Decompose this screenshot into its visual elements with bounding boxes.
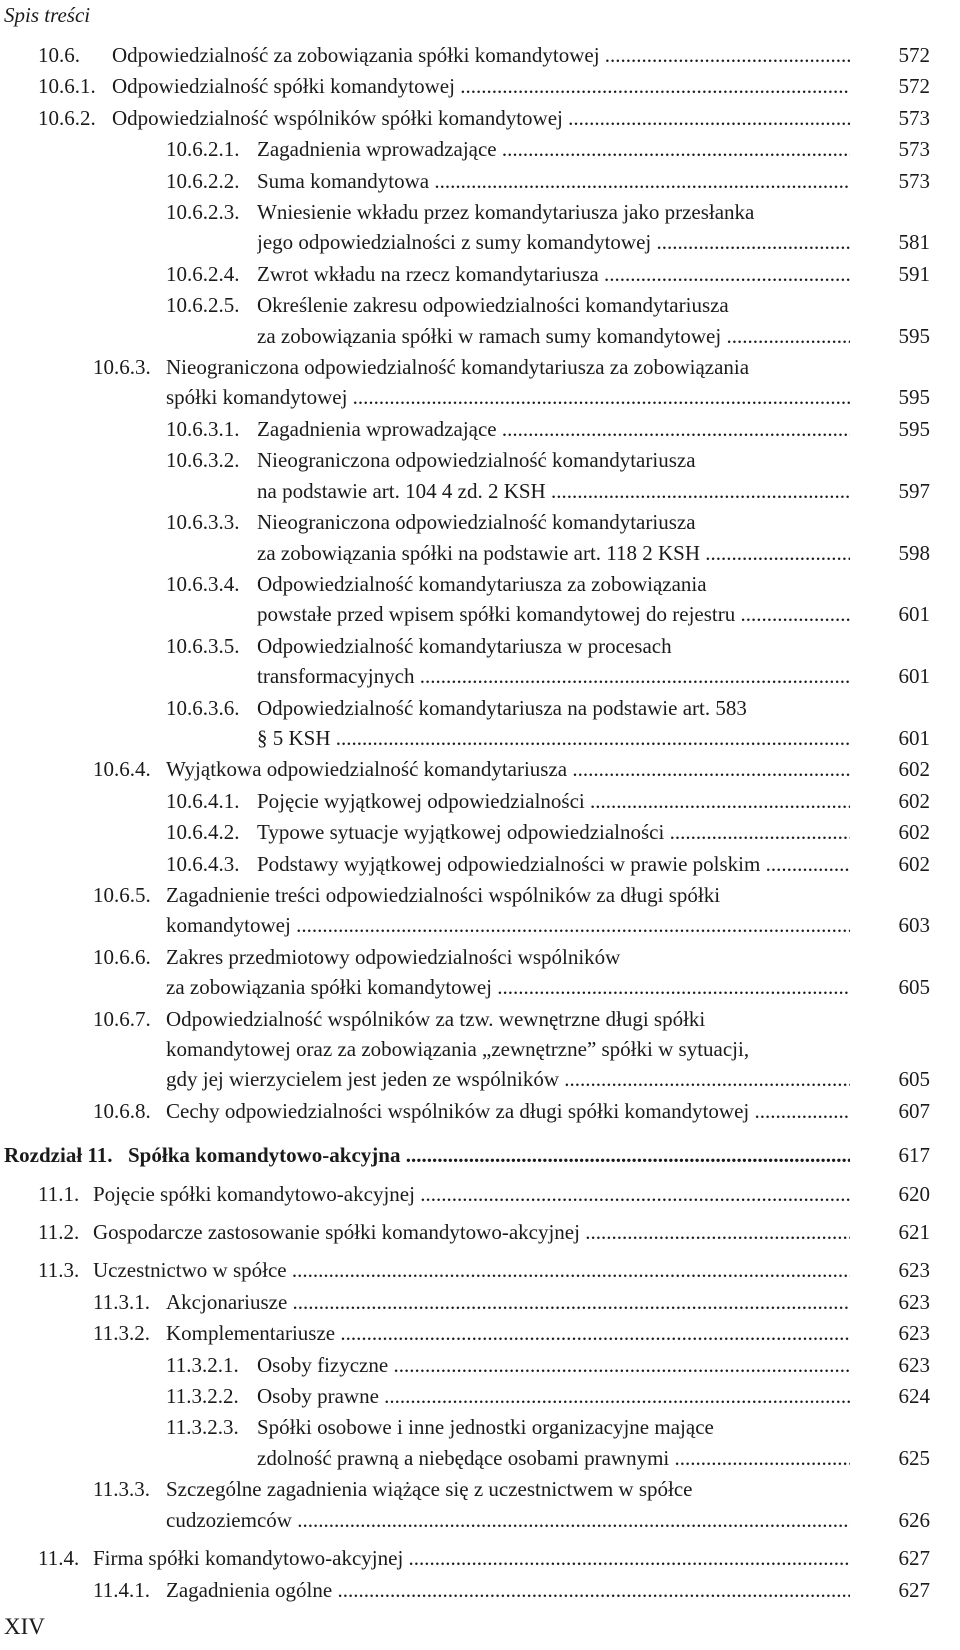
toc-leader-gap xyxy=(850,1096,872,1126)
toc-leader-gap xyxy=(850,1255,872,1285)
toc-entry-title xyxy=(166,352,850,413)
toc-entry[interactable] xyxy=(0,290,930,351)
toc-entry-number: 10.6. xyxy=(38,43,80,67)
toc-entry[interactable] xyxy=(0,1543,930,1573)
toc-entry-number: 11.3. xyxy=(38,1258,80,1283)
toc-entry-number: Rozdział 11. xyxy=(4,1143,113,1168)
toc-entry[interactable] xyxy=(0,631,930,692)
toc-entry-title xyxy=(257,849,850,879)
toc-entry-title-line: Spółka komandytowo-akcyjna ..... xyxy=(128,1140,850,1170)
toc-entry-number: 11.3.3. xyxy=(93,1477,150,1502)
toc-entry-title-line: § 5 KSH ..... xyxy=(257,723,850,753)
toc-entry-title xyxy=(257,414,850,444)
toc-page-number: 581 xyxy=(872,227,930,257)
toc-page-number: 595 xyxy=(872,382,930,412)
toc-page-number: 607 xyxy=(872,1096,930,1126)
toc-entry[interactable] xyxy=(0,197,930,258)
toc-leader-gap xyxy=(850,631,872,692)
toc-page-number: 602 xyxy=(872,849,930,879)
toc-leader-gap xyxy=(850,1381,872,1411)
toc-entry-number: 10.6.4. xyxy=(93,757,151,782)
toc-page-number: 601 xyxy=(872,661,930,691)
toc-leader-gap xyxy=(850,197,872,258)
toc-entry-title-line: Gospodarcze zastosowanie spółki komandytowo-akcyjnej ..... xyxy=(93,1217,850,1247)
toc-page-number: 603 xyxy=(872,910,930,940)
toc-entry-number: 10.6.8. xyxy=(93,1098,151,1123)
toc-entry-number: 10.6.3.5. xyxy=(166,633,240,658)
toc-leader-gap xyxy=(850,103,872,133)
toc-entry-title-line: Szczególne zagadnienia wiążące się z uczestnictwem w spółce xyxy=(166,1477,693,1502)
toc-entry-title-line: Odpowiedzialność komandytariusza na podstawie art. 583 xyxy=(257,695,747,720)
toc-entry-number: 11.4. xyxy=(38,1546,80,1571)
page-folio: XIV xyxy=(4,1614,45,1639)
toc-leader-gap xyxy=(850,1543,872,1573)
toc-leader-gap xyxy=(850,1179,872,1209)
toc-entry[interactable] xyxy=(0,134,930,164)
toc-page-number: 598 xyxy=(872,538,930,568)
toc-entry-title xyxy=(257,197,850,258)
toc-entry-title xyxy=(257,631,850,692)
toc-entry[interactable] xyxy=(0,1350,930,1380)
toc-entry[interactable] xyxy=(0,352,930,413)
toc-entry-title xyxy=(93,1217,850,1247)
toc-page-number: 591 xyxy=(872,259,930,289)
toc-entry-number: 11.2. xyxy=(38,1220,80,1245)
toc-entry-title-line: Odpowiedzialność wspólników za tzw. wewnętrzne długi spółki xyxy=(166,1006,706,1031)
toc-entry-title xyxy=(93,1543,850,1573)
toc-entry[interactable] xyxy=(0,259,930,289)
toc-page-number: 623 xyxy=(872,1255,930,1285)
toc-entry-title-line: Odpowiedzialność za zobowiązania spółki komandytowej ..... xyxy=(112,40,850,70)
toc-page-number: 627 xyxy=(872,1575,930,1605)
toc-entry[interactable] xyxy=(0,1474,930,1535)
toc-entry-number: 10.6.3. xyxy=(93,355,151,380)
toc-entry-title xyxy=(166,880,850,941)
toc-entry-title-line: Nieograniczona odpowiedzialność komandytariusza za zobowiązania xyxy=(166,355,750,380)
toc-entry-title-line: Typowe sytuacje wyjątkowej odpowiedzialności ..... xyxy=(257,817,850,847)
toc-entry[interactable] xyxy=(0,1412,930,1473)
toc-entry-title-line: gdy jej wierzycielem jest jeden ze wspólników ..... xyxy=(166,1064,850,1094)
toc-entry[interactable] xyxy=(0,1575,930,1605)
toc-leader-gap xyxy=(850,880,872,941)
toc-leader-gap xyxy=(850,817,872,847)
toc-entry-title xyxy=(166,942,850,1003)
toc-entry-number: 10.6.3.1. xyxy=(166,416,240,441)
toc-entry[interactable] xyxy=(0,1287,930,1317)
toc-entry-number: 10.6.2.2. xyxy=(166,168,240,193)
toc-entry-title xyxy=(257,445,850,506)
toc-entry-number: 11.3.2. xyxy=(93,1321,150,1346)
toc-entry-number: 10.6.5. xyxy=(93,882,151,907)
toc-entry-number: 10.6.4.2. xyxy=(166,820,240,845)
toc-entry-title-line: Odpowiedzialność wspólników spółki komandytowej ..... xyxy=(112,103,850,133)
toc-leader-gap xyxy=(850,1474,872,1535)
toc-entry[interactable] xyxy=(0,414,930,444)
toc-entry-title-line: Cechy odpowiedzialności wspólników za długi spółki komandytowej ..... xyxy=(166,1096,850,1126)
toc-entry-title-line: Wniesienie wkładu przez komandytariusza jako przesłanka xyxy=(257,200,755,225)
toc-entry[interactable] xyxy=(0,754,930,784)
toc-entry-title-line: Podstawy wyjątkowej odpowiedzialności w prawie polskim ..... xyxy=(257,849,850,879)
toc-entry-title-line: na podstawie art. 104 4 zd. 2 KSH ..... xyxy=(257,476,850,506)
toc-leader-gap xyxy=(850,134,872,164)
toc-entry[interactable] xyxy=(0,1179,930,1209)
toc-entry-title xyxy=(166,754,850,784)
toc-page-number: 595 xyxy=(872,414,930,444)
toc-entry-title-line: za zobowiązania spółki na podstawie art. 118 2 KSH ..... xyxy=(257,538,850,568)
toc-entry-title-line: cudzoziemców ..... xyxy=(166,1505,850,1535)
toc-entry[interactable] xyxy=(0,880,930,941)
toc-entry[interactable] xyxy=(0,507,930,568)
toc-entry-number: 11.3.2.1. xyxy=(166,1352,239,1377)
toc-entry-title-line: Odpowiedzialność komandytariusza za zobowiązania xyxy=(257,571,707,596)
toc-page-number: 572 xyxy=(872,71,930,101)
toc-entry-title xyxy=(112,103,850,133)
toc-entry-title-line: Odpowiedzialność komandytariusza w procesach xyxy=(257,633,672,658)
toc-entry-title-line: komandytowej oraz za zobowiązania „zewnętrzne” spółki w sytuacji, xyxy=(166,1037,750,1061)
table-of-contents xyxy=(0,40,930,1606)
toc-entry-number: 11.3.2.3. xyxy=(166,1415,239,1440)
toc-entry[interactable] xyxy=(0,569,930,630)
toc-entry-title xyxy=(166,1474,850,1535)
toc-entry-number: 10.6.7. xyxy=(93,1006,151,1031)
toc-leader-gap xyxy=(850,754,872,784)
toc-leader-gap xyxy=(850,1287,872,1317)
toc-entry[interactable] xyxy=(0,693,930,754)
toc-leader-gap xyxy=(850,71,872,101)
toc-leader-gap xyxy=(850,445,872,506)
toc-entry-title xyxy=(257,134,850,164)
toc-entry-title-line: Zwrot wkładu na rzecz komandytariusza ..... xyxy=(257,259,850,289)
toc-leader-gap xyxy=(850,1217,872,1247)
toc-page-number: 617 xyxy=(872,1140,930,1170)
toc-entry[interactable] xyxy=(0,445,930,506)
toc-page-number: 625 xyxy=(872,1443,930,1473)
toc-entry-title xyxy=(166,1004,850,1095)
toc-entry-title xyxy=(166,1318,850,1348)
running-head: Spis treści xyxy=(4,3,91,27)
toc-leader-gap xyxy=(850,569,872,630)
toc-chapter-entry[interactable] xyxy=(0,1140,930,1170)
toc-entry-title xyxy=(257,817,850,847)
toc-leader-gap xyxy=(850,507,872,568)
toc-page-number: 624 xyxy=(872,1381,930,1411)
toc-page-number: 573 xyxy=(872,134,930,164)
toc-entry-number: 10.6.6. xyxy=(93,944,151,969)
toc-entry-title xyxy=(257,290,850,351)
toc-leader-gap xyxy=(850,40,872,70)
toc-entry-title-line: Pojęcie spółki komandytowo-akcyjnej ..... xyxy=(93,1179,850,1209)
toc-page-number: 602 xyxy=(872,786,930,816)
toc-entry-title xyxy=(128,1140,850,1170)
toc-entry-title-line: Zakres przedmiotowy odpowiedzialności wspólników xyxy=(166,944,621,969)
toc-page-number: 573 xyxy=(872,103,930,133)
toc-entry-title xyxy=(166,1575,850,1605)
toc-entry[interactable] xyxy=(0,1004,930,1095)
toc-entry[interactable] xyxy=(0,166,930,196)
toc-leader-gap xyxy=(850,1575,872,1605)
toc-entry-title-line: Zagadnienia ogólne ..... xyxy=(166,1575,850,1605)
toc-entry-title-line: komandytowej ..... xyxy=(166,910,850,940)
toc-entry-title-line: Akcjonariusze ..... xyxy=(166,1287,850,1317)
toc-page-number: 621 xyxy=(872,1217,930,1247)
toc-page-number: 601 xyxy=(872,599,930,629)
toc-leader-gap xyxy=(850,786,872,816)
toc-entry-title-line: Nieograniczona odpowiedzialność komandytariusza xyxy=(257,510,696,535)
toc-entry-title-line: Suma komandytowa ..... xyxy=(257,166,850,196)
toc-page-number: 605 xyxy=(872,1064,930,1094)
toc-entry[interactable] xyxy=(0,817,930,847)
toc-entry-title xyxy=(166,1287,850,1317)
toc-entry-title xyxy=(112,71,850,101)
toc-entry-title xyxy=(93,1179,850,1209)
toc-leader-gap xyxy=(850,1412,872,1473)
toc-leader-gap xyxy=(850,1004,872,1095)
toc-entry-title-line: Firma spółki komandytowo-akcyjnej ..... xyxy=(93,1543,850,1573)
toc-entry[interactable] xyxy=(0,849,930,879)
toc-entry-number: 10.6.1. xyxy=(38,74,96,99)
toc-page-number: 602 xyxy=(872,754,930,784)
toc-page-number: 627 xyxy=(872,1543,930,1573)
toc-entry-title xyxy=(257,1350,850,1380)
toc-entry-title-line: Nieograniczona odpowiedzialność komandytariusza xyxy=(257,448,696,473)
toc-entry-title-line: Zagadnienie treści odpowiedzialności wspólników za długi spółki xyxy=(166,882,721,907)
toc-entry[interactable] xyxy=(0,786,930,816)
toc-entry-number: 10.6.2.5. xyxy=(166,293,240,318)
toc-entry-title xyxy=(93,1255,850,1285)
toc-entry-title-line: Osoby fizyczne ..... xyxy=(257,1350,850,1380)
toc-entry-title xyxy=(257,569,850,630)
toc-entry[interactable] xyxy=(0,1096,930,1126)
toc-entry-number: 10.6.3.6. xyxy=(166,695,240,720)
toc-entry[interactable] xyxy=(0,1381,930,1411)
toc-leader-gap xyxy=(850,290,872,351)
toc-entry-title xyxy=(257,786,850,816)
toc-entry[interactable] xyxy=(0,71,930,101)
toc-entry-title xyxy=(257,507,850,568)
toc-entry[interactable] xyxy=(0,942,930,1003)
toc-entry-title xyxy=(166,1096,850,1126)
toc-leader-gap xyxy=(850,352,872,413)
toc-entry[interactable] xyxy=(0,103,930,133)
toc-entry-number: 11.4.1. xyxy=(93,1577,150,1602)
toc-entry-title-line: Określenie zakresu odpowiedzialności komandytariusza xyxy=(257,293,729,318)
toc-page-number: 597 xyxy=(872,476,930,506)
toc-entry-title-line: spółki komandytowej ..... xyxy=(166,382,850,412)
toc-entry-number: 10.6.4.3. xyxy=(166,851,240,876)
toc-page-number: 572 xyxy=(872,40,930,70)
toc-page-number: 623 xyxy=(872,1318,930,1348)
toc-entry-title xyxy=(257,166,850,196)
toc-entry-title-line: Wyjątkowa odpowiedzialność komandytariusza ..... xyxy=(166,754,850,784)
toc-entry-number: 10.6.2.3. xyxy=(166,200,240,225)
toc-entry-title-line: Osoby prawne ..... xyxy=(257,1381,850,1411)
toc-entry-title-line: powstałe przed wpisem spółki komandytowej do rejestru ..... xyxy=(257,599,850,629)
toc-entry-number: 10.6.2. xyxy=(38,105,96,130)
toc-entry-title-line: Uczestnictwo w spółce ..... xyxy=(93,1255,850,1285)
toc-page-number: 623 xyxy=(872,1287,930,1317)
toc-leader-gap xyxy=(850,1350,872,1380)
toc-leader-gap xyxy=(850,1318,872,1348)
toc-entry[interactable] xyxy=(0,1255,930,1285)
toc-page-number: 573 xyxy=(872,166,930,196)
toc-entry-number: 10.6.2.4. xyxy=(166,261,240,286)
toc-entry-number: 10.6.2.1. xyxy=(166,137,240,162)
toc-entry-title xyxy=(112,40,850,70)
toc-leader-gap xyxy=(850,259,872,289)
toc-entry[interactable] xyxy=(0,1217,930,1247)
toc-entry-title xyxy=(257,1412,850,1473)
toc-entry[interactable] xyxy=(0,40,930,70)
toc-entry-title xyxy=(257,693,850,754)
toc-page-number: 623 xyxy=(872,1350,930,1380)
toc-leader-gap xyxy=(850,414,872,444)
toc-leader-gap xyxy=(850,693,872,754)
toc-entry-number: 11.3.2.2. xyxy=(166,1384,239,1409)
toc-entry-title xyxy=(257,1381,850,1411)
toc-entry-title-line: za zobowiązania spółki w ramach sumy komandytowej ..... xyxy=(257,321,850,351)
toc-leader-gap xyxy=(850,1140,872,1170)
toc-entry-title-line: transformacyjnych ..... xyxy=(257,661,850,691)
toc-entry-title-line: za zobowiązania spółki komandytowej ..... xyxy=(166,972,850,1002)
toc-entry-title-line: jego odpowiedzialności z sumy komandytowej ..... xyxy=(257,227,850,257)
toc-leader-gap xyxy=(850,942,872,1003)
toc-leader-gap xyxy=(850,849,872,879)
toc-entry-title-line: Pojęcie wyjątkowej odpowiedzialności ..... xyxy=(257,786,850,816)
toc-entry-number: 10.6.4.1. xyxy=(166,788,240,813)
toc-page-number: 626 xyxy=(872,1505,930,1535)
toc-entry-number: 11.3.1. xyxy=(93,1289,150,1314)
toc-entry-number: 10.6.3.3. xyxy=(166,510,240,535)
toc-entry-title-line: Zagadnienia wprowadzające ..... xyxy=(257,414,850,444)
toc-entry-title xyxy=(257,259,850,289)
toc-page-number: 601 xyxy=(872,723,930,753)
toc-entry-number: 11.1. xyxy=(38,1181,80,1206)
toc-leader-gap xyxy=(850,166,872,196)
toc-entry-title-line: Odpowiedzialność spółki komandytowej ..... xyxy=(112,71,850,101)
toc-entry-title-line: Spółki osobowe i inne jednostki organizacyjne mające xyxy=(257,1415,714,1440)
toc-entry[interactable] xyxy=(0,1318,930,1348)
toc-entry-title-line: zdolność prawną a niebędące osobami prawnymi ..... xyxy=(257,1443,850,1473)
toc-entry-title-line: Komplementariusze ..... xyxy=(166,1318,850,1348)
toc-page-number: 605 xyxy=(872,972,930,1002)
toc-page-number: 620 xyxy=(872,1179,930,1209)
toc-entry-title-line: Zagadnienia wprowadzające ..... xyxy=(257,134,850,164)
toc-page-number: 595 xyxy=(872,321,930,351)
toc-entry-number: 10.6.3.2. xyxy=(166,448,240,473)
toc-page-number: 602 xyxy=(872,817,930,847)
toc-entry-number: 10.6.3.4. xyxy=(166,571,240,596)
